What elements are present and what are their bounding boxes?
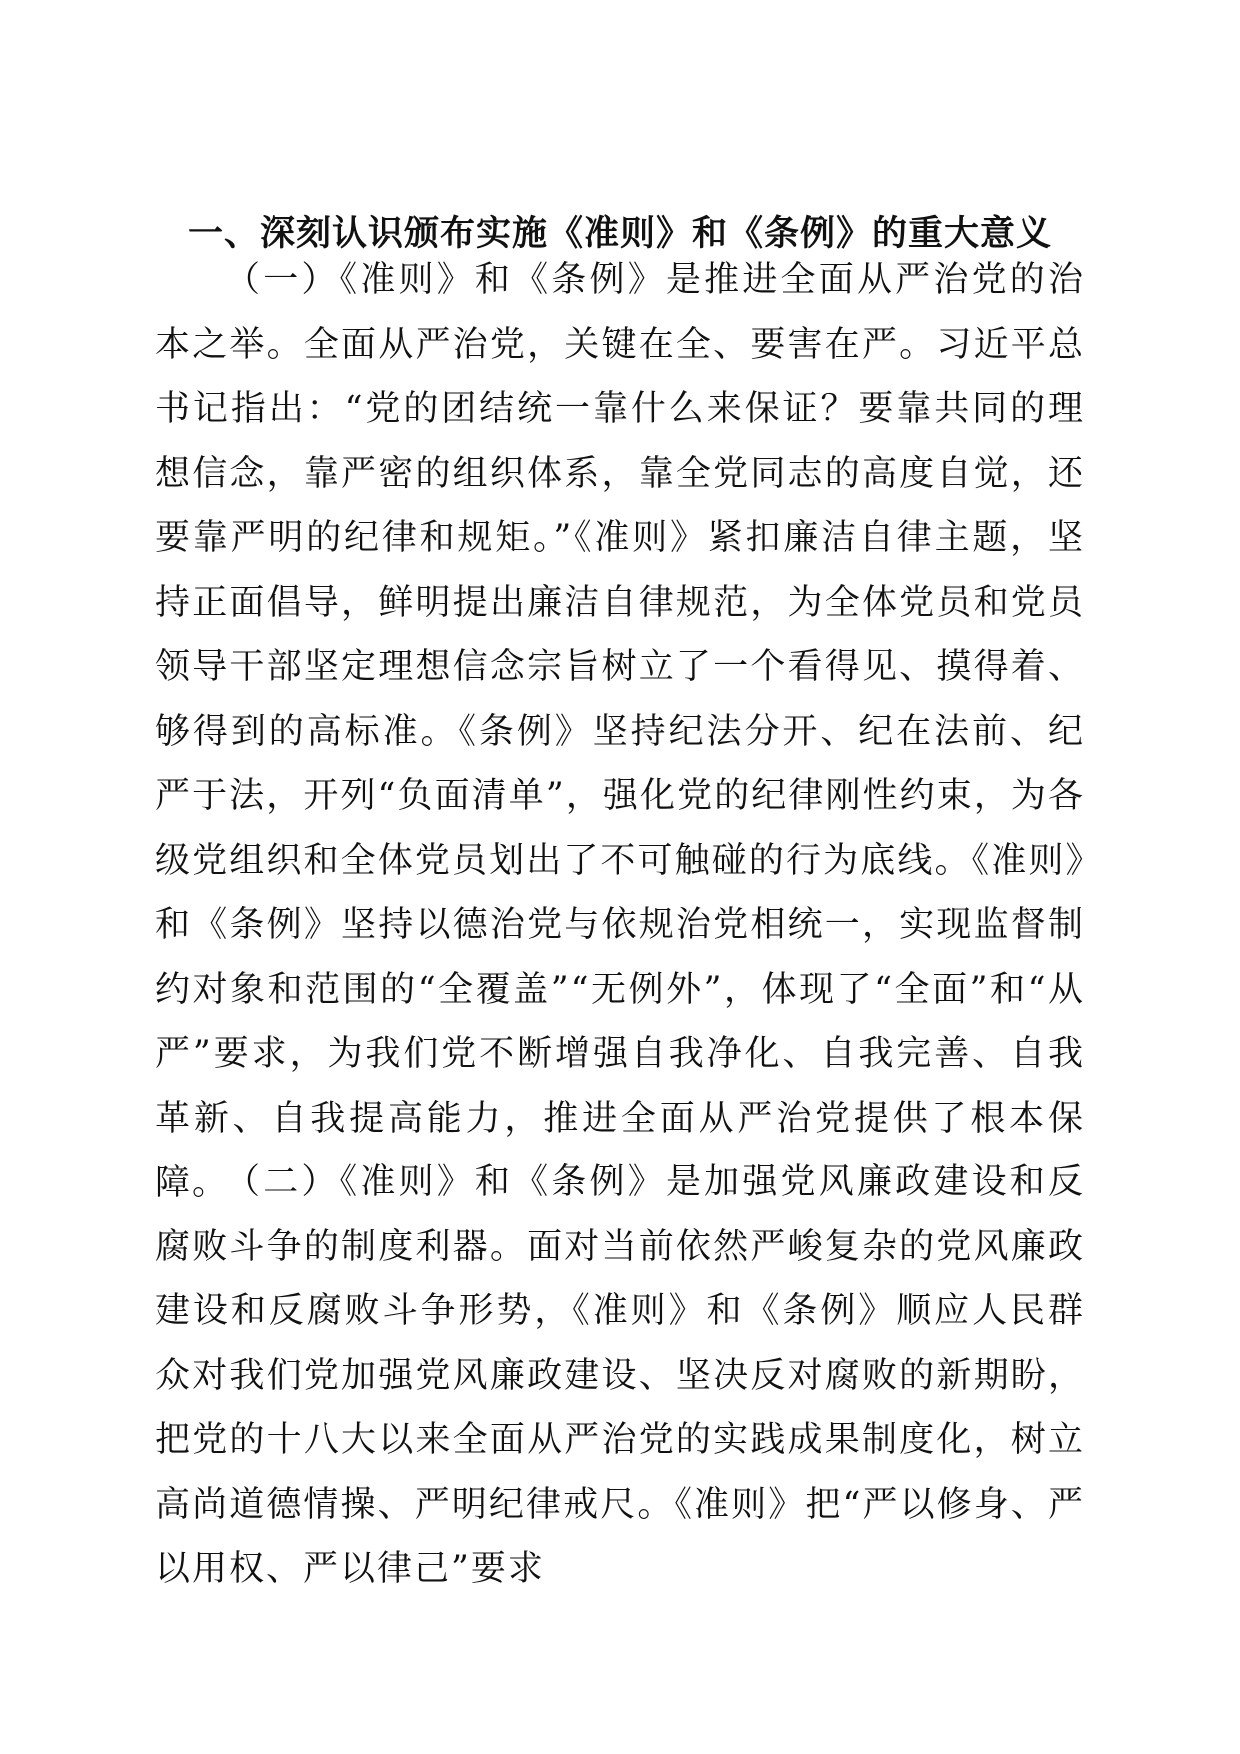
section-heading: 一、深刻认识颁布实施《准则》和《条例》的重大意义 (187, 214, 1052, 255)
paragraph-1: （一）《准则》和《条例》是推进全面从严治党的治本之举。全面从严治党，关键在全、要害在严。习近平总书记指出：“党的团结统一靠什么来保证？要靠共同的理想信念，靠严密的组织体系，靠全党同志的高度自觉，还要靠严明的纪律和规矩。”《准则》紧扣廉洁自律主题，坚持正面倡导，鲜明提出廉洁自律规范，为全体党员和党员领导干部坚定理想信念宗旨树立了一个看得见、摸得着、够得到的高标准。《条例》坚持纪法分开、纪在法前、纪严于法，开列“负面清单”，强化党的纪律刚性约束，为各级党组织和全体党员划出了不可触碰的行为底线。《准则》和《条例》坚持以德治党与依规治党相统一，实现监督制约对象和范围的“全覆盖”“无例外”，体现了“全面”和“从严”要求，为我们党不断增强自我净化、自我完善、自我革新、自我提高能力，推进全面从严治党提供了根本保障。 (155, 260, 1085, 1203)
paragraph-2: （二）《准则》和《条例》是加强党风廉政建设和反腐败斗争的制度利器。面对当前依然严峻复杂的党风廉政建设和反腐败斗争形势，《准则》和《条例》顺应人民群众对我们党加强党风廉政建设、坚决反对腐败的新期盼，把党的十八大以来全面从严治党的实践成果制度化，树立高尚道德情操、严明纪律戒尺。《准则》把“严以修身、严以用权、严以律己”要求 (155, 1162, 1085, 1589)
